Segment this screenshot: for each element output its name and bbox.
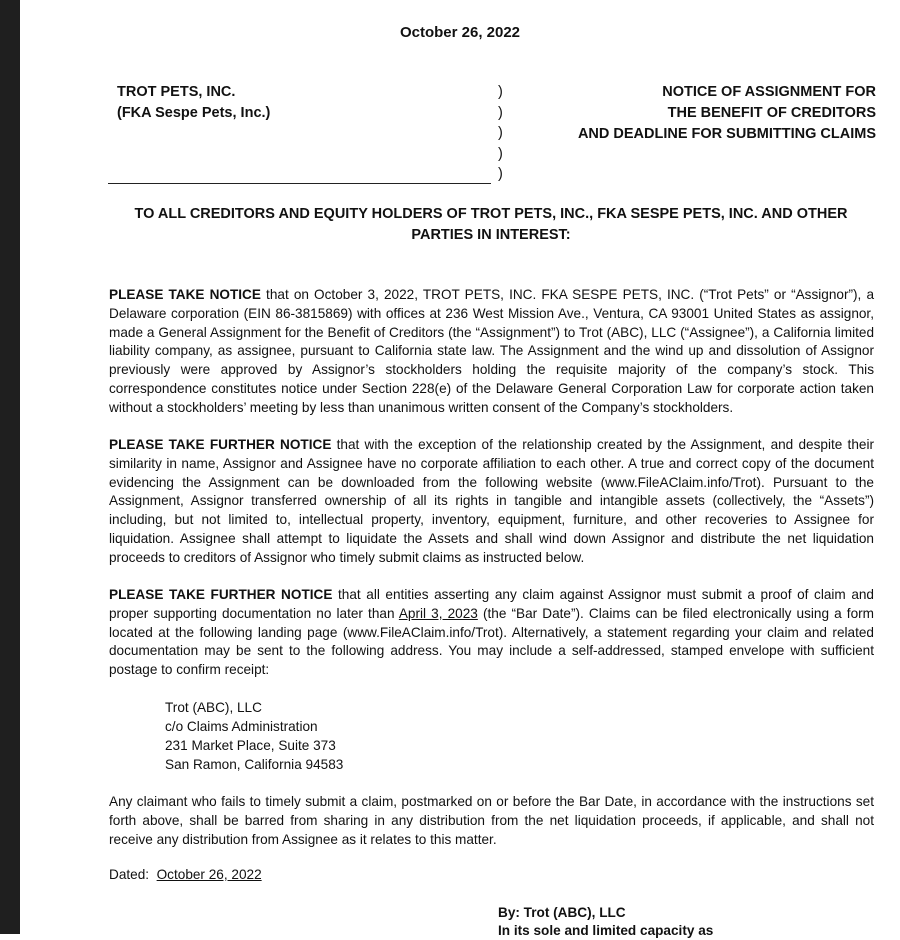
dated-label: Dated: (109, 867, 157, 882)
paragraph-body: that with the exception of the relationship created by the Assignment, and despite their similarity in name, Assignor and Assignee have no corporate affiliation to each other. A true and correct copy of the document evidencing the Assignment can be downloaded from the following website (www.FileAClaim.info/Trot). Pursuant to the Assignment, Assignor transferred ownership of all its rights in tangible and intangible assets (collectively, the “Assets”) including, but not limited to, intellectual property, inventory, equipment, furniture, and other recoveries to Assignee for liquidation. Assignee shall attempt to liquidate the Assets and shall wind down Assignor and distribute the net liquidation proceeds to creditors of Assignor who timely submit claims as instructed below. (109, 437, 874, 565)
caption-divider (108, 183, 491, 184)
paragraph-lead: PLEASE TAKE FURTHER NOTICE (109, 587, 333, 602)
address-line: c/o Claims Administration (165, 719, 318, 734)
dated-value: October 26, 2022 (156, 867, 262, 882)
document-page (20, 0, 900, 938)
paragraph-body: (the “Bar Date”). Claims can be filed electronically using a form located at the following landing page (www.FileAClaim.info/Trot). Alternatively, a statement regarding your claim and related documentation may be sent to the following address. You may include a self-addressed, stamped envelope with sufficient postage to confirm receipt: (109, 605, 874, 678)
document-date: October 26, 2022 (399, 24, 521, 41)
case-party (117, 82, 270, 124)
paren: ) (498, 166, 503, 182)
paragraph-claims-deadline (109, 586, 874, 680)
bar-date: April 3, 2023 (398, 605, 478, 621)
paragraph-lead: PLEASE TAKE FURTHER NOTICE (109, 437, 332, 452)
viewer-left-edge (0, 0, 20, 934)
notice-title-line: AND DEADLINE FOR SUBMITTING CLAIMS (577, 126, 876, 142)
notice-title-line: THE BENEFIT OF CREDITORS (667, 105, 876, 121)
paragraph-body: that on October 3, 2022, TROT PETS, INC. FKA SESPE PETS, INC. (“Trot Pets” or “Assignor”), a Delaware corporation (EIN 86-3815869) with offices at 236 West Mission Ave., Ventura, CA 93001 United States as assignor, made a General Assignment for the Benefit of Creditors (the “Assignment”) to Trot (ABC), LLC (“Assignee”), a California limited liability company, as assignee, pursuant to California state law. The Assignment and the wind up and dissolution of Assignor previously were approved by Assignor’s stockholders holding the requisite majority of the company’s stock. This correspondence constitutes notice under Section 228(e) of the Delaware General Corporation Law for corporate action taken without a stockholders’ meeting by less than unanimous written consent of the Company’s stockholders. (109, 287, 875, 415)
signature-capacity: In its sole and limited capacity as (498, 923, 714, 938)
mailing-address (165, 698, 343, 774)
party-name: TROT PETS, INC. (117, 84, 236, 100)
notice-title (578, 82, 876, 145)
addressee-heading: TO ALL CREDITORS AND EQUITY HOLDERS OF TROT PETS, INC., FKA SESPE PETS, INC. AND OTHER PARTIES IN INTEREST: (134, 206, 848, 243)
dated-line (109, 867, 262, 882)
paren: ) (498, 84, 503, 100)
paren: ) (498, 145, 503, 162)
party-fka: (FKA Sespe Pets, Inc.) (117, 105, 271, 121)
address-line: San Ramon, California 94583 (165, 757, 344, 772)
address-line: Trot (ABC), LLC (165, 700, 262, 715)
notice-title-line: NOTICE OF ASSIGNMENT FOR (662, 84, 876, 100)
paragraph-body: that all entities asserting any claim against Assignor must submit a proof of claim and proper supporting documentation no later than (109, 587, 874, 621)
address-line: 231 Market Place, Suite 373 (165, 738, 336, 753)
paragraph-further-notice (109, 436, 874, 568)
paren: ) (498, 104, 503, 121)
caption-parentheses (498, 82, 503, 185)
paragraph-notice (109, 286, 874, 418)
paren: ) (498, 125, 503, 141)
signature-by: By: Trot (ABC), LLC (498, 905, 626, 920)
paragraph-lead: PLEASE TAKE NOTICE (109, 287, 261, 302)
signature-block (498, 904, 713, 940)
paragraph-bar-warning: Any claimant who fails to timely submit a claim, postmarked on or before the Bar Date, in accordance with the instructions set forth above, shall be barred from sharing in any distribution from the net liquidation proceeds, if applicable, and shall not receive any distribution from Assignee as it relates to this matter. (109, 794, 874, 847)
